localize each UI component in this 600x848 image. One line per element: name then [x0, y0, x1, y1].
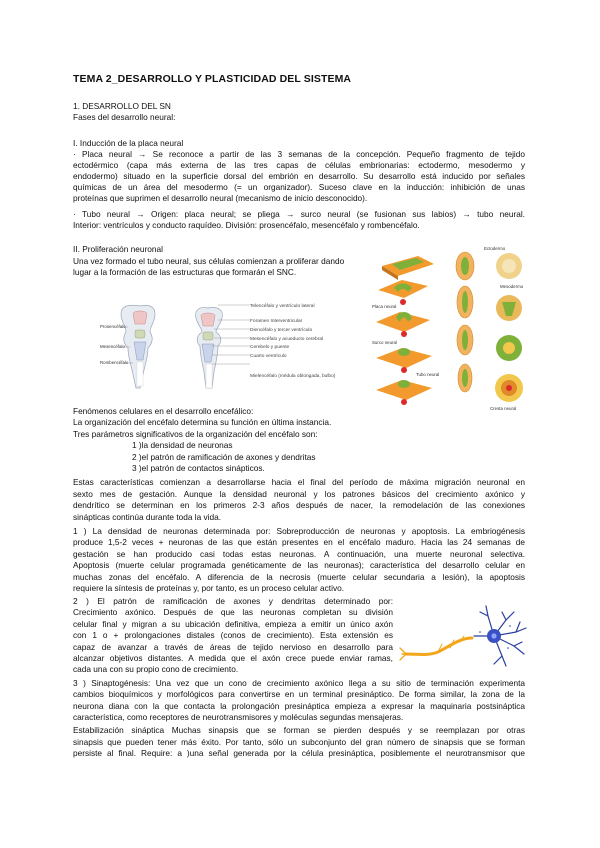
paragraph-line: Apoptosis (muerte celular programada genéticamente de las neuronas); característica del desarrollo celular en: [73, 560, 525, 570]
paragraph-line: celular final y migran a su ubicación definitiva, empieza a emitir un único axón: [73, 619, 393, 629]
section-i-heading: I. Inducción de la placa neural: [73, 138, 184, 148]
param-item: 1 )la densidad de neuronas: [132, 440, 233, 450]
param-item: 2 )el patrón de ramificación de axones y dendritas: [132, 452, 316, 462]
phenomena-heading: Fenómenos celulares en el desarrollo encefálico:: [73, 406, 254, 416]
paragraph-line: sinápticas continúa durante toda la vida.: [73, 512, 222, 522]
label-foramen: Foramen Interventricular: [250, 319, 303, 324]
section-ii-heading: II. Proliferación neuronal: [73, 244, 163, 254]
section-i-line: · Placa neural → Se reconoce a partir de las 3 semanas de la concepción. Pequeño fragmento de tejido: [73, 149, 525, 159]
section-i-line: proteínas que suprimen el desarrollo neural (mecanismo de inicio desconocido).: [73, 193, 368, 203]
paragraph-line: muchas zonas del encéfalo. A diferencia de la necrosis (muerte celular secundaria a lesión), la apoptosis: [73, 572, 525, 582]
phenomena-line: La organización del encéfalo determina su función en última instancia.: [73, 417, 332, 427]
label-cresta-neural: Cresta neural: [490, 406, 517, 411]
section-1-heading: 1. DESARROLLO DEL SN: [73, 101, 171, 111]
page-title: TEMA 2_DESARROLLO Y PLASTICIDAD DEL SISTEMA: [73, 73, 352, 85]
paragraph-line: requiere la síntesis de proteínas y, por tanto, es un proceso celular activo.: [73, 583, 345, 593]
paragraph-line: Estabilización sináptica Muchas sinapsis que se forman se pierden después y se reemplazan por otras: [73, 725, 525, 735]
paragraph-line: gestación se han producido casi todas estas neuronas. A continuación, una muerte neuronal selectiva.: [73, 549, 525, 559]
paragraph-line: Crecimiento axónico. Después de que las neuronas completan su división: [73, 607, 393, 617]
section-i-line: · Tubo neural → Origen: placa neural; se pliega → surco neural (se fusionan sus labios) → tubo neural.: [73, 209, 525, 219]
paragraph-line: sexto mes de gestación. Aunque la densidad neuronal y los patrones básicos del crecimiento axónico y: [73, 489, 525, 499]
section-i-line: endodermo) situado en la superficie dorsal del embrión en desarrollo. Su desarrollo está inducido por señales: [73, 171, 525, 181]
paragraph-line: con 1 o + prolongaciones distales (conos de crecimiento). Esta extensión es: [73, 630, 393, 640]
paragraph-line: 1 ) La densidad de neuronas determinada por: Sobreproducción de neuronas y apoptosis. La embriogénesis: [73, 526, 525, 536]
neural-tube-figure: [372, 244, 530, 412]
paragraph-line: produce 1,5-2 veces + neuronas de las que están presentes en el encéfalo maduro. Hacia las 24 semanas de: [73, 537, 525, 547]
label-tubo-neural: Tubo neural: [416, 372, 440, 377]
paragraph-line: capaz de avanzar a través de áreas de tejido nervioso en desarrollo para: [73, 642, 393, 652]
paragraph-line: 3 ) Sinaptogénesis: Una vez que un cono de crecimiento axónico llega a su sitio de terminación experimenta: [73, 678, 525, 688]
paragraph-line: cambios bioquímicos y morfológicos para convertirse en un terminal presináptico. De forma similar, la zona de la: [73, 689, 525, 699]
paragraph-line: sinapsis que pueden tener más éxito. Por tanto, sólo un subconjunto del gran número de sinapsis que se forman: [73, 737, 525, 747]
paragraph-line: neurona diana con la que contacta la prolongación presináptica empieza a expresar la maquinaria postsináptica: [73, 701, 525, 711]
label-cerebelo: Cerebelo y puente: [250, 345, 290, 350]
section-ii-line: Una vez formado el tubo neural, sus células comienzan a proliferar dando: [73, 256, 345, 266]
brain-vesicles-figure: [100, 300, 336, 392]
label-telencefalo: Telencéfalo y ventrículo lateral: [250, 304, 315, 309]
label-mesencefalo-acueducto: Mesencéfalo y acueducto cerebral: [250, 337, 324, 342]
neuron-figure: [398, 602, 528, 670]
paragraph-line: Estas características comienzan a desarrollarse hacia el final del período de máxima migración neuronal en: [73, 477, 525, 487]
label-cuarto-ventriculo: Cuarto ventrículo: [250, 354, 287, 359]
paragraph-line: persiste al final. Require: a )una señal generada por la célula presináptica, posiblemente el neurotransmisor que: [73, 748, 525, 758]
section-i-line: químicas de un área del mesodermo (= un organizador). Suceso clave en la inducción: inhibición de unas: [73, 182, 525, 192]
label-mesencefalo: Mesencéfalo: [100, 344, 125, 349]
label-placa-neural: Placa neural: [372, 304, 397, 309]
phenomena-line: Tres parámetros significativos de la organización del encéfalo son:: [73, 429, 318, 439]
paragraph-line: cada una con su propio cono de crecimiento.: [73, 664, 239, 674]
section-ii-line: lugar a la formación de las estructuras que formarán el SNC.: [73, 267, 297, 277]
label-mielencefalo: Mielencéfalo (médula oblongada, bulbo): [250, 374, 336, 379]
param-item: 3 )el patrón de contactos sinápticos.: [132, 463, 265, 473]
label-ectodermo: Ectodermo: [484, 246, 506, 251]
section-1-subheading: Fases del desarrollo neural:: [73, 112, 176, 122]
label-diencefalo: Diencéfalo y tercer ventrículo: [250, 328, 313, 333]
paragraph-line: 2 ) El patrón de ramificación de axones y dendritas determinado por:: [73, 596, 393, 606]
label-mesodermo: Mesodermo: [500, 284, 524, 289]
label-prosencefalo: Prosencéfalo: [100, 324, 126, 329]
label-surco-neural: Surco neural: [372, 340, 397, 345]
section-i-line: ectodérmico (capa más externa de las tres capas de células embrionarias: ectodermo, mesodermo y: [73, 160, 525, 170]
paragraph-line: alcanzar objetivos distantes. A medida que el axón crece puede enviar ramas,: [73, 653, 393, 663]
paragraph-line: característica, como receptores de neurotransmisores y moléculas segundas mensajeras.: [73, 712, 404, 722]
paragraph-line: dendrítico se determinan en los primeros 2-3 años después de nacer, la remodelación de las conexiones: [73, 500, 525, 510]
label-rombencefalo: Rombencéfalo: [100, 360, 129, 365]
section-i-line: Interior: ventrículos y conducto raquídeo. División: prosencéfalo, mesencéfalo y rombencéfalo.: [73, 220, 420, 230]
